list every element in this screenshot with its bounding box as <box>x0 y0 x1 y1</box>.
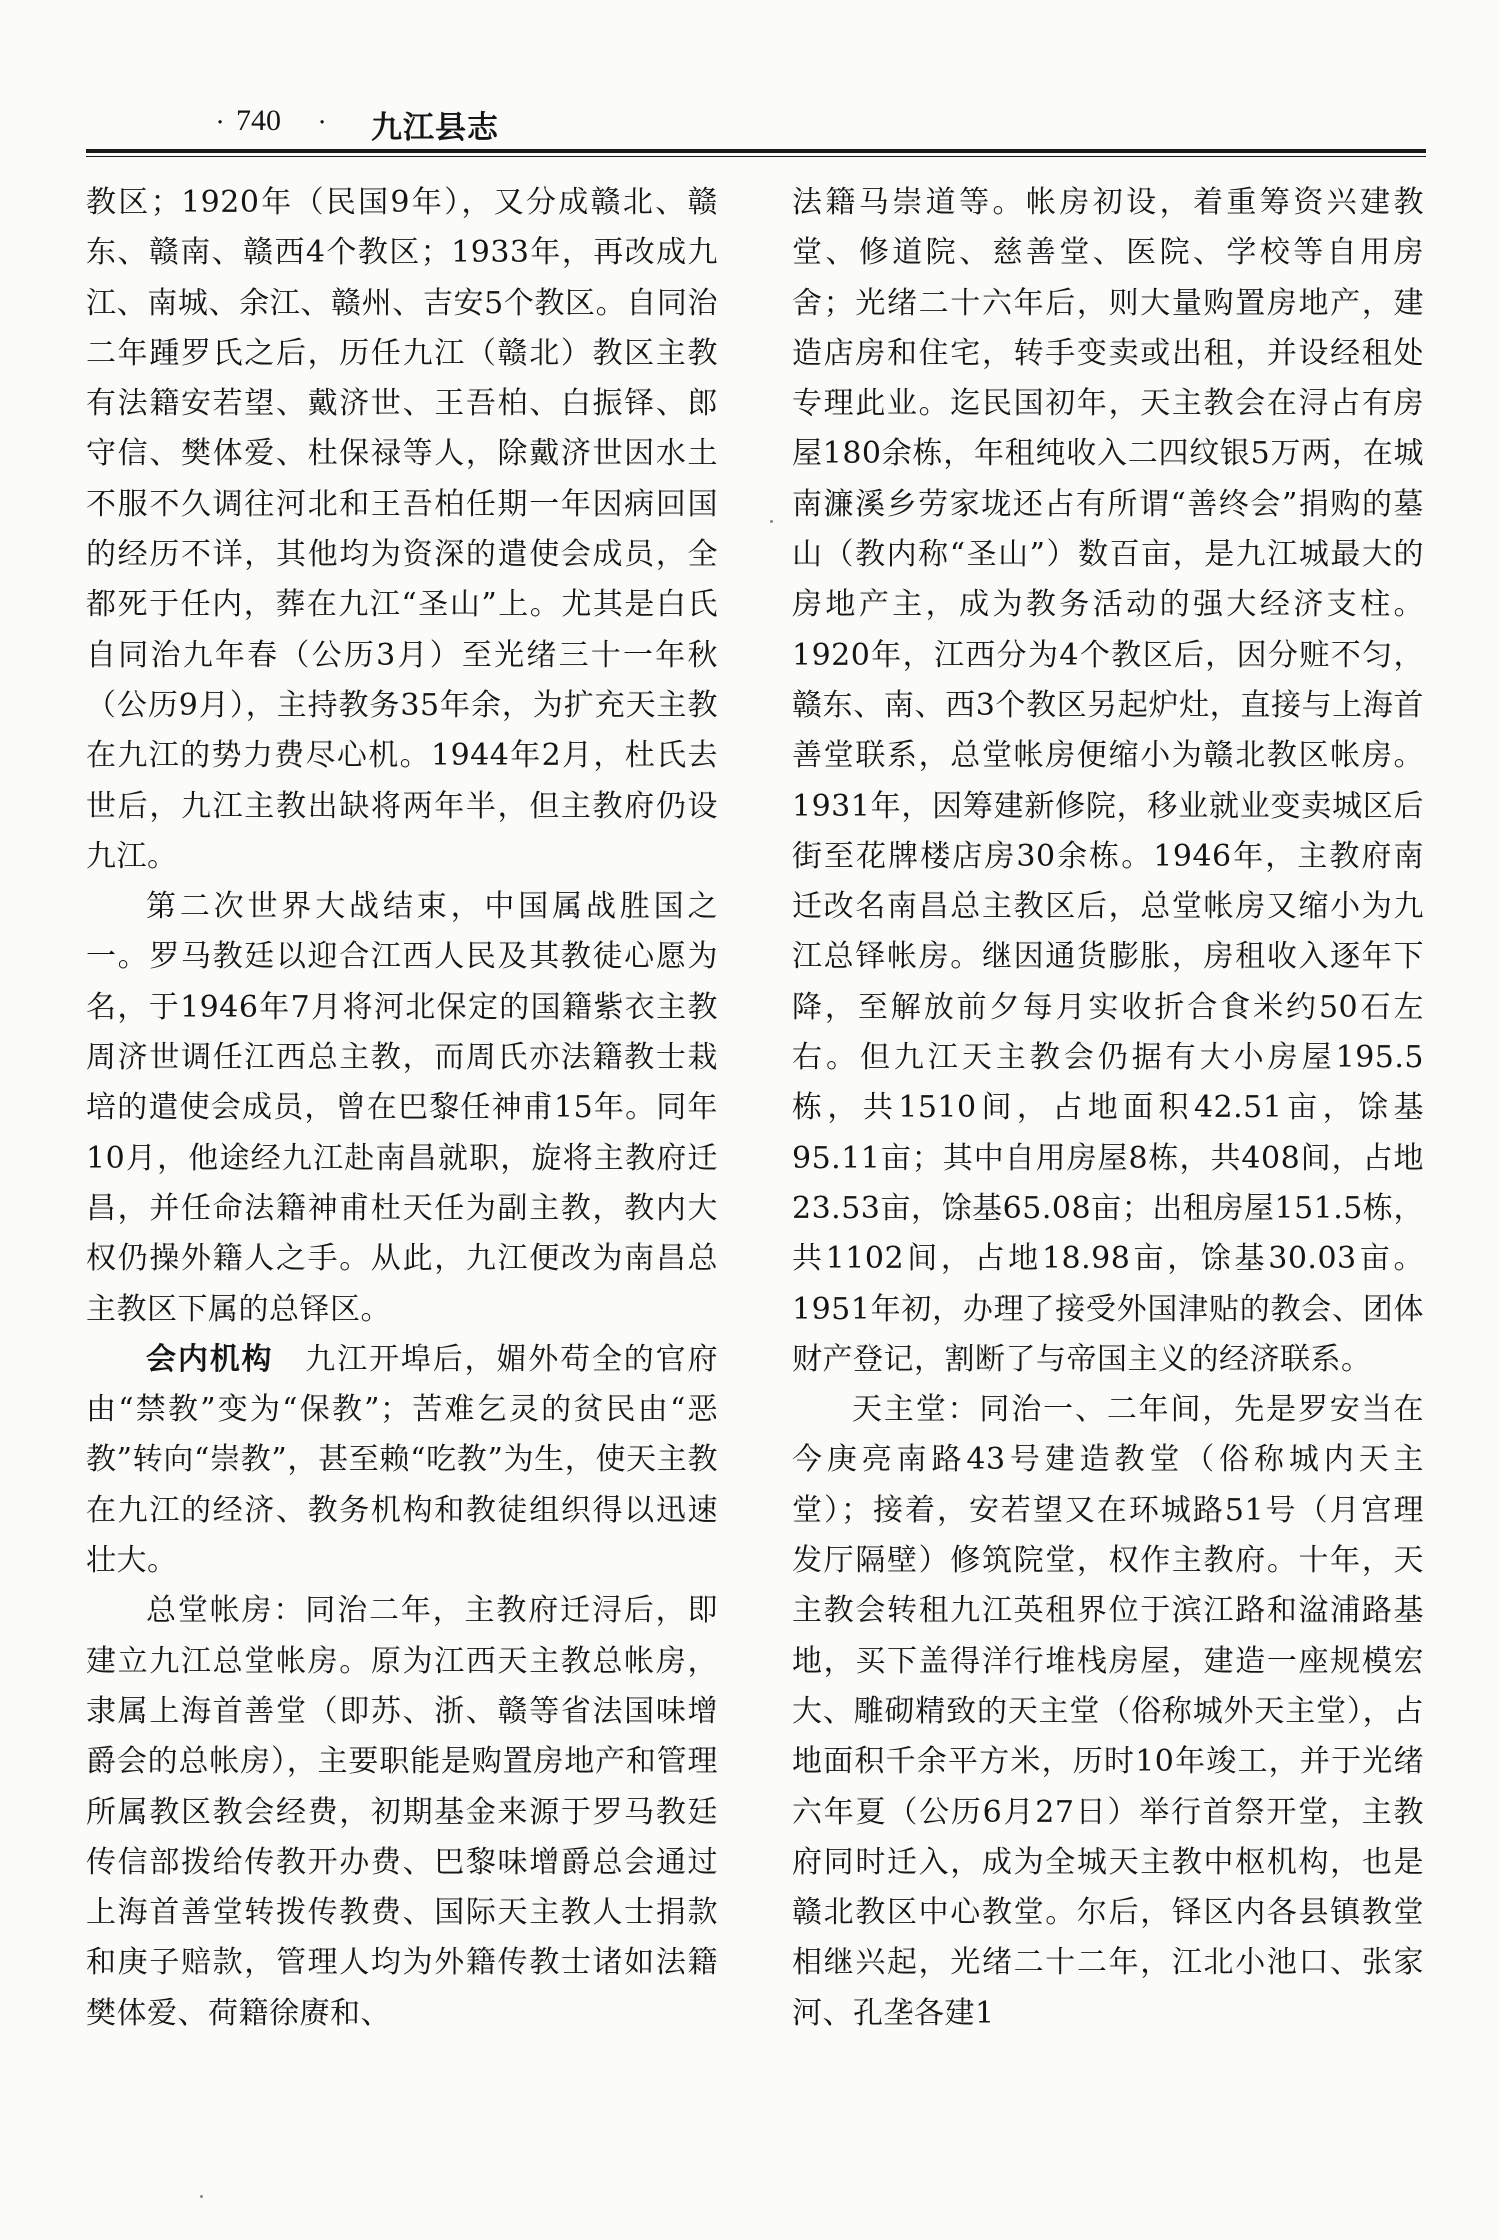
header-rule-thick <box>86 149 1426 153</box>
paragraph-accounts-continued: 法籍马崇道等。帐房初设，着重筹资兴建教堂、修道院、慈善堂、医院、学校等自用房舍；光绪二十六年后，则大量购置房地产，建造店房和住宅，转手变卖或出租，并设经租处专理此业。迄民国初年，天主教会在浔占有房屋180余栋，年租纯收入二四纹银5万两，在城南濂溪乡劳家垅还占有所谓“善终会”捐购的墓山（教内称“圣山”）数百亩，是九江城最大的房地产主，成为教务活动的强大经济支柱。1920年，江西分为4个教区后，因分赃不匀，赣东、南、西3个教区另起炉灶，直接与上海首善堂联系，总堂帐房便缩小为赣北教区帐房。1931年，因筹建新修院，移业就业变卖城区后街至花牌楼店房30余栋。1946年，主教府南迁改名南昌总主教区后，总堂帐房又缩小为九江总铎帐房。继因通货膨胀，房租收入逐年下降，至解放前夕每月实收折合食米约50石左右。但九江天主教会仍据有大小房屋195.5栋，共1510间，占地面积42.51亩，馀基95.11亩；其中自用房屋8栋，共408间，占地23.53亩，馀基65.08亩；出租房屋151.5栋，共1102间，占地18.98亩，馀基30.03亩。1951年初，办理了接受外国津贴的教会、团体财产登记，割断了与帝国主义的经济联系。 <box>792 185 1424 1377</box>
paragraph-postwar: 第二次世界大战结束，中国属战胜国之一。罗马教廷以迎合江西人民及其教徒心愿为名，于1946年7月将河北保定的国籍紫衣主教周济世调任江西总主教，而周氏亦法籍教士栽培的遣使会成员，曾在巴黎任神甫15年。同年10月，他途经九江赴南昌就职，旋将主教府迁昌，并任命法籍神甫杜天任为副主教，教内大权仍操外籍人之手。从此，九江便改为南昌总主教区下属的总铎区。 <box>86 889 718 1327</box>
page-number: 740 <box>236 104 281 137</box>
header-rule-thin <box>86 156 1426 157</box>
left-column <box>86 178 718 2039</box>
header-dot-right: · <box>318 108 327 138</box>
book-title: 九江县志 <box>371 110 499 146</box>
paragraph-accounts-office: 总堂帐房：同治二年，主教府迁浔后，即建立九江总堂帐房。原为江西天主教总帐房，隶属上海首善堂（即苏、浙、赣等省法国味增爵会的总帐房），主要职能是购置房地产和管理所属教区教会经费，初期基金来源于罗马教廷传信部拨给传教开办费、巴黎味增爵总会通过上海首善堂转拨传教费、国际天主教人士捐款和庚子赔款，管理人均为外籍传教士诸如法籍樊体爱、荷籍徐赓和、 <box>86 1593 718 2031</box>
paragraph-institutions-text: 九江开埠后，媚外苟全的官府由“禁教”变为“保教”；苦难乞灵的贫民由“恶教”转向“崇教”，甚至赖“吃教”为生，使天主教在九江的经济、教务机构和教徒组织得以迅速壮大。 <box>86 1341 719 1579</box>
page-header <box>86 98 1426 148</box>
paragraph-institutions <box>86 1335 718 1586</box>
scan-speck <box>200 2195 203 2198</box>
right-column <box>792 178 1424 2039</box>
header-dot-left: · <box>216 108 225 138</box>
paragraph-diocese-history: 教区；1920年（民国9年），又分成赣北、赣东、赣南、赣西4个教区；1933年，再改成九江、南城、余江、赣州、吉安5个教区。自同治二年踵罗氏之后，历任九江（赣北）教区主教有法籍安若望、戴济世、王吾柏、白振铎、郎守信、樊体爱、杜保禄等人，除戴济世因水土不服不久调往河北和王吾柏任期一年因病回国的经历不详，其他均为资深的遣使会成员，全都死于任内，葬在九江“圣山”上。尤其是白氏自同治九年春（公历3月）至光绪三十一年秋（公历9月），主持教务35年余，为扩充天主教在九江的势力费尽心机。1944年2月，杜氏去世后，九江主教出缺将两年半，但主教府仍设九江。 <box>86 185 718 874</box>
paragraph-cathedral: 天主堂：同治一、二年间，先是罗安当在今庚亮南路43号建造教堂（俗称城内天主堂）；接着，安若望又在环城路51号（月宫理发厅隔壁）修筑院堂，权作主教府。十年，天主教会转租九江英租界位于滨江路和湓浦路基地，买下盖得洋行堆栈房屋，建造一座规模宏大、雕砌精致的天主堂（俗称城外天主堂），占地面积千余平方米，历时10年竣工，并于光绪六年夏（公历6月27日）举行首祭开堂，主教府同时迁入，成为全城天主教中枢机构，也是赣北教区中心教堂。尔后，铎区内各县镇教堂相继兴起，光绪二十二年，江北小池口、张家河、孔垄各建1 <box>792 1392 1424 2031</box>
scan-speck <box>770 520 773 523</box>
section-heading: 会内机构 <box>146 1341 274 1377</box>
